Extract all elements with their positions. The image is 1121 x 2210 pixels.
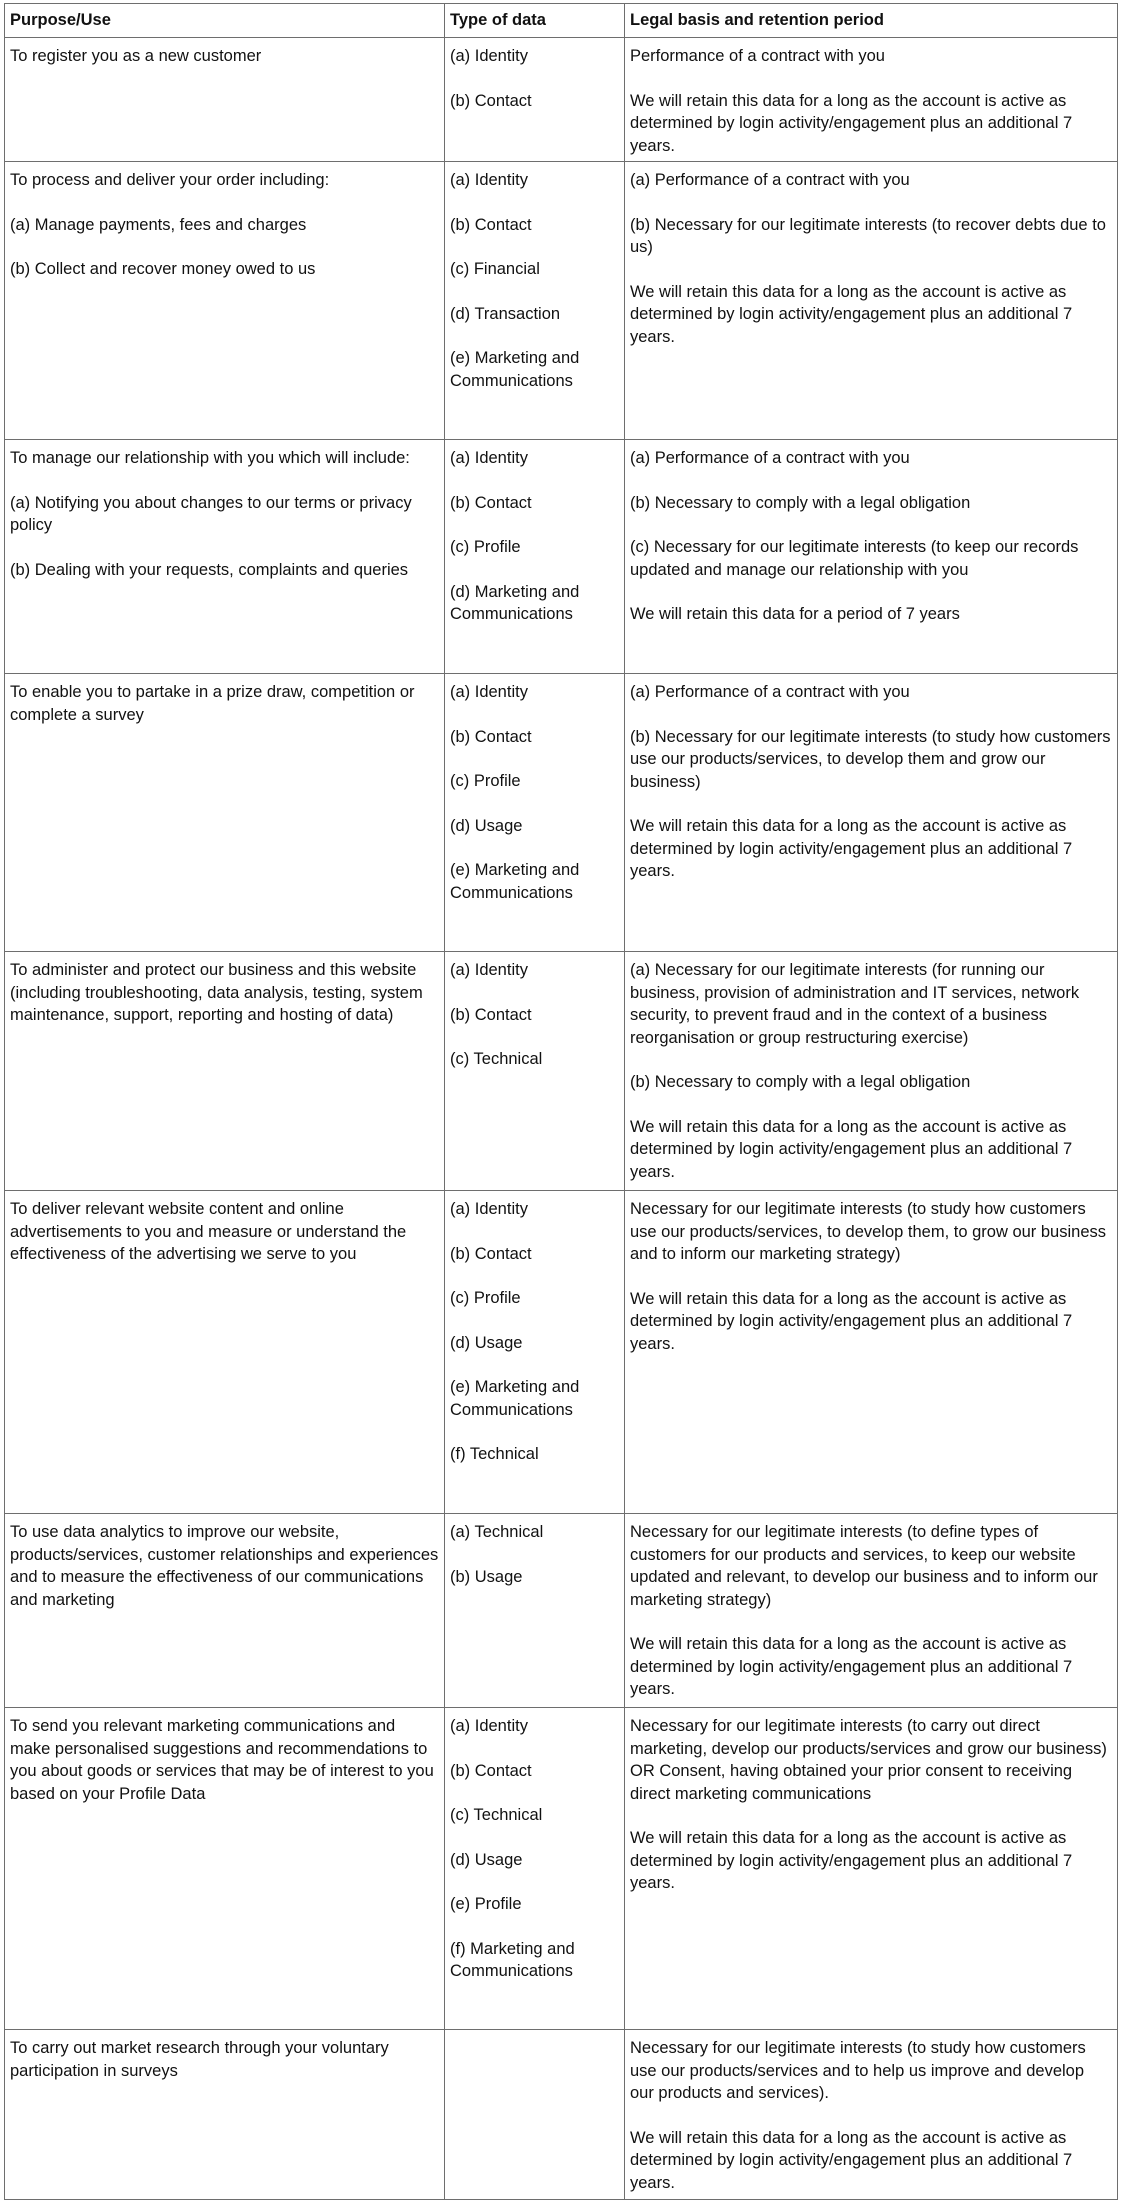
purpose-paragraph: To deliver relevant website content and online advertisements to you and measure or understand the effectiveness of the advertising we serve to you	[10, 1200, 407, 1263]
data-type-item: (c) Profile	[450, 538, 521, 556]
legal-paragraph: (a) Performance of a contract with you	[630, 171, 910, 189]
legal-paragraph: We will retain this data for a long as the account is active as determined by login activity/engagement plus an additional 7 years.	[630, 1829, 1073, 1892]
legal-paragraph: (a) Necessary for our legitimate interests (for running our business, provision of administration and IT services, network security, to prevent fraud and in the context of a business reorganisation or group restructuring exercise)	[630, 961, 1080, 1047]
data-type-item: (b) Usage	[450, 1567, 523, 1586]
legal-basis-cell	[625, 1514, 1118, 1708]
purpose-paragraph: To carry out market research through your voluntary participation in surveys	[10, 2039, 389, 2080]
legal-paragraph: Necessary for our legitimate interests (to define types of customers for our products and services, to keep our website updated and relevant, to develop our business and to inform our marketing strategy)	[630, 1523, 1098, 1609]
legal-paragraph: (c) Necessary for our legitimate interests (to keep our records updated and manage our relationship with you	[630, 538, 1079, 579]
data-type-item: (a) Technical	[450, 1523, 544, 1541]
data-type-item: (b) Contact	[450, 1244, 532, 1263]
legal-paragraph: We will retain this data for a long as the account is active as determined by login activity/engagement plus an additional 7 years.	[630, 282, 1073, 346]
purpose-paragraph: (b) Collect and recover money owed to us	[10, 260, 316, 278]
data-type-item: (e) Marketing and Communications	[450, 349, 580, 390]
data-type-item: (d) Usage	[450, 1333, 523, 1352]
legal-paragraph: (b) Necessary to comply with a legal obligation	[630, 493, 971, 512]
legal-paragraph: Necessary for our legitimate interests (to carry out direct marketing, develop our products/services and grow our business) OR Consent, having obtained your prior consent to receiving direct marketing communications	[630, 1717, 1107, 1803]
legal-paragraph: Performance of a contract with you	[630, 47, 885, 65]
data-type-item: (e) Marketing and Communications	[450, 1378, 580, 1419]
legal-basis-cell	[625, 2030, 1118, 2200]
purpose-cell	[5, 1191, 445, 1514]
purpose-paragraph: (b) Dealing with your requests, complaints and queries	[10, 560, 409, 579]
data-type-item: (a) Identity	[450, 1200, 528, 1218]
data-type-item: (d) Marketing and Communications	[450, 582, 580, 623]
data-type-item: (b) Contact	[450, 1761, 532, 1780]
purpose-cell	[5, 1708, 445, 2030]
table-row	[5, 162, 1118, 440]
header-type-of-data: Type of data	[445, 4, 625, 38]
legal-paragraph: We will retain this data for a long as the account is active as determined by login activity/engagement plus an additional 7 years.	[630, 1117, 1073, 1181]
legal-basis-cell	[625, 1708, 1118, 2030]
purpose-cell	[5, 2030, 445, 2200]
data-type-item: (c) Financial	[450, 260, 540, 278]
purpose-paragraph: To send you relevant marketing communications and make personalised suggestions and recommendations to you about goods or services that may be of interest to you based on your Profile Data	[10, 1717, 434, 1803]
data-type-item: (c) Profile	[450, 1289, 521, 1307]
table-row	[5, 1708, 1118, 2030]
data-type-item: (a) Identity	[450, 1717, 528, 1735]
data-type-item: (b) Contact	[450, 215, 532, 234]
legal-paragraph: (a) Performance of a contract with you	[630, 683, 910, 701]
table-row	[5, 1191, 1118, 1514]
legal-paragraph: (a) Performance of a contract with you	[630, 449, 910, 467]
table-row	[5, 38, 1118, 162]
purpose-paragraph: To manage our relationship with you which will include:	[10, 449, 410, 467]
data-type-item: (d) Usage	[450, 816, 523, 835]
purpose-paragraph: To process and deliver your order including:	[10, 171, 330, 189]
legal-basis-cell	[625, 38, 1118, 162]
table-row	[5, 2030, 1118, 2200]
legal-paragraph: We will retain this data for a long as the account is active as determined by login activity/engagement plus an additional 7 years.	[630, 1635, 1073, 1698]
legal-paragraph: We will retain this data for a period of 7 years	[630, 605, 960, 623]
legal-paragraph: We will retain this data for a long as the account is active as determined by login activity/engagement plus an additional 7 years.	[630, 2128, 1073, 2192]
legal-paragraph: We will retain this data for a long as the account is active as determined by login activity/engagement plus an additional 7 years.	[630, 1289, 1073, 1353]
type-of-data-cell	[445, 38, 625, 162]
data-type-item: (e) Profile	[450, 1895, 522, 1913]
type-of-data-cell	[445, 674, 625, 952]
purpose-cell	[5, 162, 445, 440]
type-of-data-cell	[445, 440, 625, 674]
purpose-paragraph: To administer and protect our business and this website (including troubleshooting, data analysis, testing, system maintenance, support, reporting and hosting of data)	[10, 961, 423, 1024]
data-type-item: (c) Profile	[450, 772, 521, 790]
purpose-paragraph: To enable you to partake in a prize draw, competition or complete a survey	[10, 683, 415, 724]
legal-paragraph: Necessary for our legitimate interests (to study how customers use our products/services and to help us improve and develop our products and services).	[630, 2039, 1086, 2102]
data-type-item: (a) Identity	[450, 47, 528, 65]
legal-paragraph: We will retain this data for a long as the account is active as determined by login activity/engagement plus an additional 7 years.	[630, 91, 1073, 155]
legal-paragraph: (b) Necessary to comply with a legal obligation	[630, 1073, 971, 1091]
type-of-data-cell	[445, 1191, 625, 1514]
purpose-cell	[5, 952, 445, 1191]
type-of-data-cell	[445, 162, 625, 440]
table-row	[5, 952, 1118, 1191]
purpose-cell	[5, 440, 445, 674]
legal-basis-cell	[625, 674, 1118, 952]
table-row	[5, 1514, 1118, 1708]
legal-paragraph: We will retain this data for a long as the account is active as determined by login activity/engagement plus an additional 7 years.	[630, 817, 1073, 880]
data-type-item: (a) Identity	[450, 449, 528, 467]
data-type-item: (f) Marketing and Communications	[450, 1939, 575, 1980]
legal-paragraph: Necessary for our legitimate interests (to study how customers use our products/services, to develop them, to grow our business and to inform our marketing strategy)	[630, 1200, 1106, 1263]
purpose-cell	[5, 1514, 445, 1708]
legal-paragraph: (b) Necessary for our legitimate interests (to recover debts due to us)	[630, 215, 1106, 256]
data-type-item: (c) Technical	[450, 1806, 543, 1824]
table-row	[5, 674, 1118, 952]
legal-basis-cell	[625, 440, 1118, 674]
data-type-item: (b) Contact	[450, 91, 532, 110]
data-type-item: (c) Technical	[450, 1050, 543, 1068]
legal-basis-cell	[625, 1191, 1118, 1514]
purpose-paragraph: To register you as a new customer	[10, 47, 262, 65]
data-type-item: (e) Marketing and Communications	[450, 861, 580, 902]
purpose-paragraph: (a) Manage payments, fees and charges	[10, 215, 307, 234]
table-header-row	[5, 4, 1118, 38]
data-type-item: (a) Identity	[450, 683, 528, 701]
type-of-data-cell	[445, 1708, 625, 2030]
legal-basis-cell	[625, 162, 1118, 440]
table-row	[5, 440, 1118, 674]
type-of-data-cell	[445, 2030, 625, 2200]
data-processing-table	[4, 3, 1118, 2200]
legal-basis-cell	[625, 952, 1118, 1191]
data-type-item: (a) Identity	[450, 171, 528, 189]
data-type-item: (d) Usage	[450, 1850, 523, 1869]
type-of-data-cell	[445, 952, 625, 1191]
purpose-cell	[5, 674, 445, 952]
header-purpose: Purpose/Use	[5, 4, 445, 38]
data-type-item: (b) Contact	[450, 1005, 532, 1024]
data-type-item: (b) Contact	[450, 493, 532, 512]
data-type-item: (b) Contact	[450, 727, 532, 746]
data-type-item: (d) Transaction	[450, 304, 561, 323]
type-of-data-cell	[445, 1514, 625, 1708]
data-type-item: (a) Identity	[450, 961, 528, 979]
purpose-cell	[5, 38, 445, 162]
header-legal-basis: Legal basis and retention period	[625, 4, 1118, 38]
data-type-item: (f) Technical	[450, 1445, 539, 1463]
legal-paragraph: (b) Necessary for our legitimate interests (to study how customers use our products/services, to develop them and grow our business)	[630, 727, 1111, 791]
purpose-paragraph: (a) Notifying you about changes to our terms or privacy policy	[10, 493, 412, 534]
purpose-paragraph: To use data analytics to improve our website, products/services, customer relationships and experiences and to measure the effectiveness of our communications and marketing	[10, 1523, 439, 1609]
